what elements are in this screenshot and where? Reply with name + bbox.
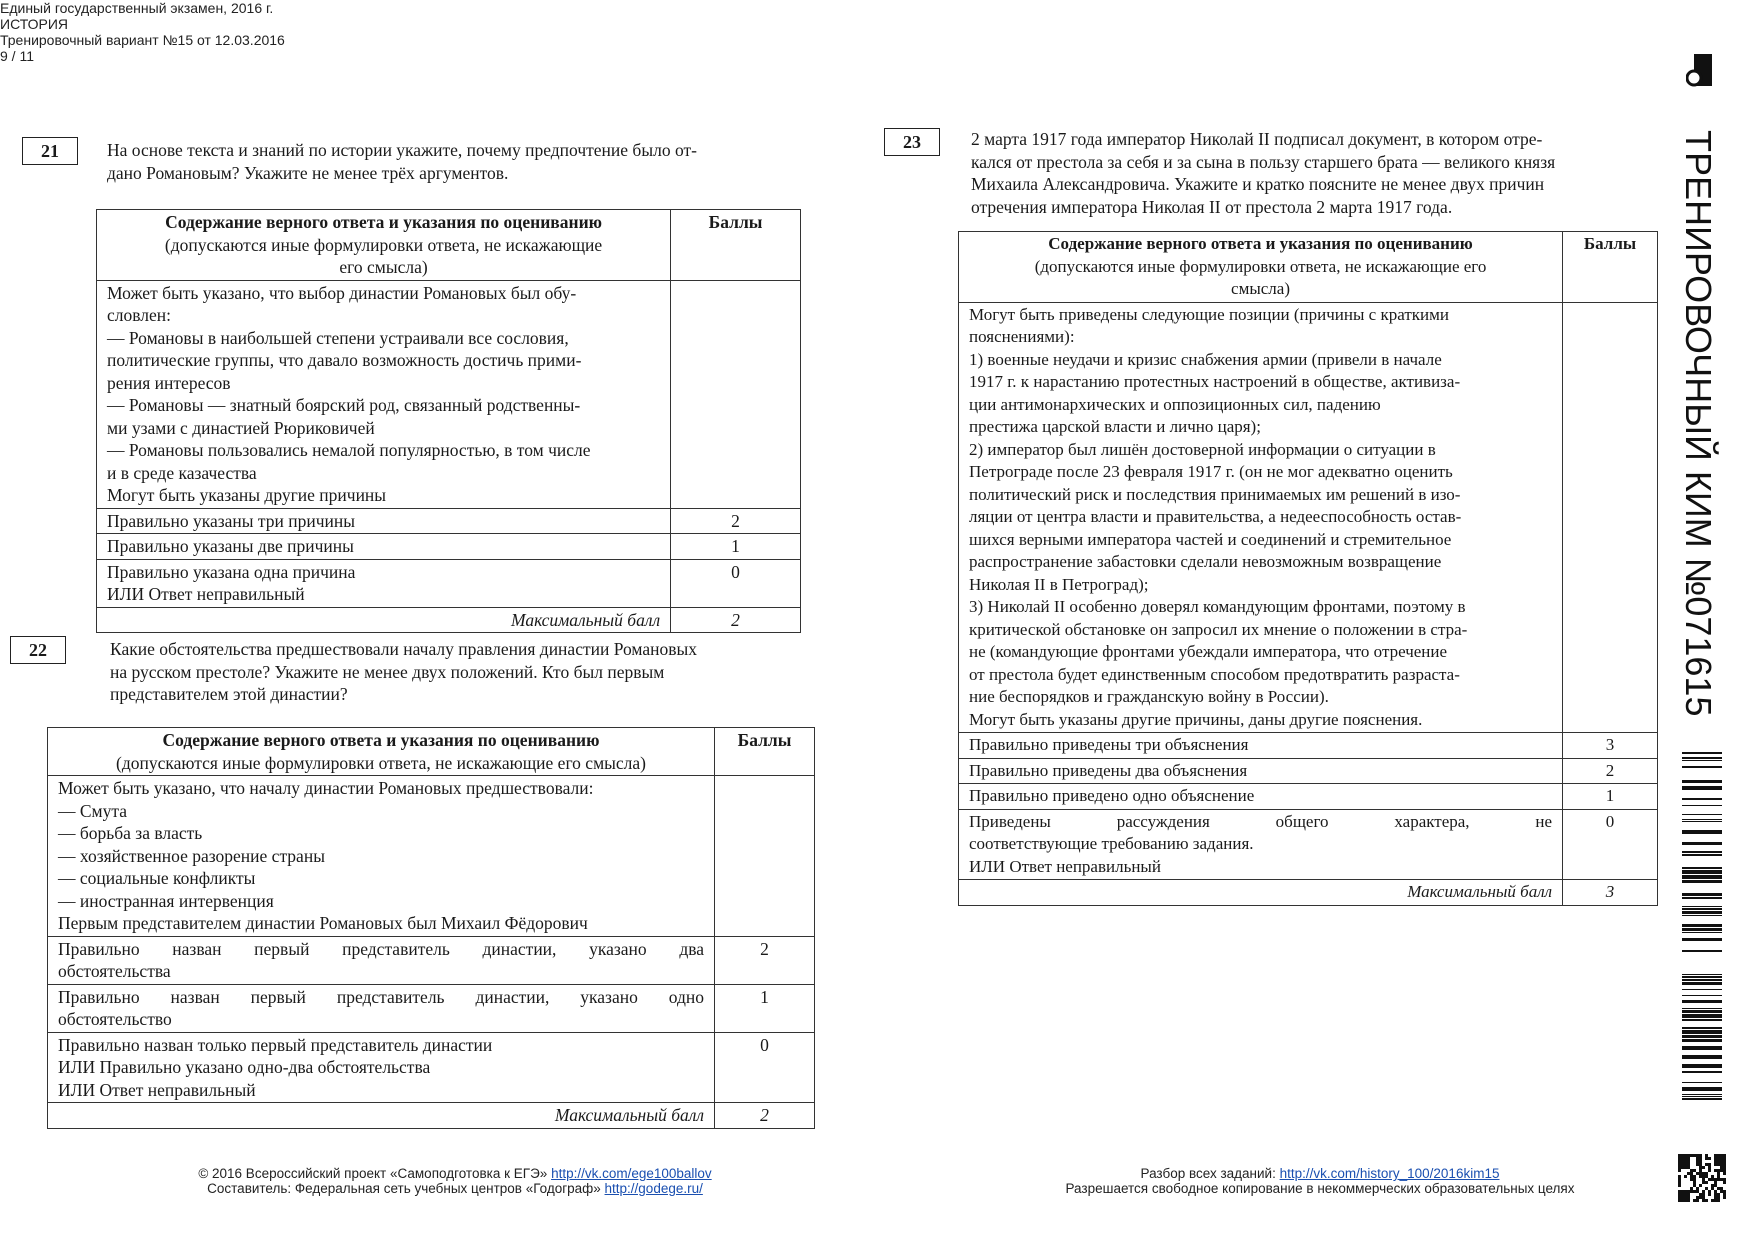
criterion-line: Правильно назван первый представитель династии, указано одно (58, 986, 705, 1007)
table-header-title: Содержание верного ответа и указания по оцениванию (1048, 234, 1473, 253)
points-header-cell (715, 728, 815, 776)
content-line: 3) Николай II особенно доверял командующим фронтами, поэтому в (969, 597, 1466, 616)
max-score-label: Максимальный балл (97, 607, 671, 633)
barcode-image (1682, 752, 1722, 1102)
points-header: Баллы (1583, 234, 1637, 253)
score-cell: 3 (1563, 733, 1658, 759)
content-line: — Романовы пользовались немалой популярностью, в том числе (107, 440, 591, 460)
criterion-cell: Правильно приведены три объяснения (959, 733, 1563, 759)
footer-analysis-text: Разбор всех заданий: (1140, 1166, 1276, 1181)
content-line: пояснениями): (969, 327, 1075, 346)
question-22-text (110, 638, 790, 706)
criterion-cell (97, 559, 671, 607)
header-page-number: 9 / 11 (0, 48, 34, 64)
footer-godege-link[interactable]: http://godege.ru/ (604, 1181, 703, 1196)
criterion-line: Правильно назван только первый представитель династии (58, 1034, 493, 1055)
question-21-text-line: дано Романовым? Укажите не менее трёх аргументов. (107, 162, 509, 183)
content-line: 2) император был лишён достоверной информации о ситуации в (969, 439, 1436, 459)
max-score-value: 3 (1563, 880, 1658, 906)
content-line: не (командующие фронтами убеждали императора, что отречение (969, 642, 1448, 661)
content-line: — Смута (58, 800, 128, 821)
criterion-line: ИЛИ Ответ неправильный (969, 856, 1161, 876)
table-header-note: (допускаются иные формулировки ответа, не искажающие его смысла) (116, 752, 647, 773)
question-21-table (96, 209, 801, 633)
criterion-line: соответствующие требованию задания. (969, 834, 1254, 853)
criterion-line: Правильно назван первый представитель династии, указано два (58, 938, 705, 959)
content-line: 1917 г. к нарастанию протестных настроений в обществе, активиза- (969, 372, 1461, 391)
question-22-text-line: Какие обстоятельства предшествовали началу правления династии Романовых (110, 639, 698, 659)
score-cell: 2 (671, 508, 801, 534)
points-header: Баллы (737, 730, 792, 750)
content-line: Могут быть указаны другие причины (107, 485, 387, 505)
content-line: ции антимонархических и оппозиционных сил, падению (969, 394, 1381, 414)
footer-project-text: © 2016 Всероссийский проект «Самоподготовка к ЕГЭ» (198, 1166, 548, 1181)
max-score-label: Максимальный балл (48, 1103, 715, 1129)
criterion-line: Приведены рассуждения общего характера, не (969, 811, 1553, 831)
content-line: Может быть указано, что выбор династии Романовых был обу- (107, 282, 577, 303)
header-variant: Тренировочный вариант №15 от 12.03.2016 (0, 32, 285, 48)
score-cell: 0 (671, 559, 801, 607)
table-header-cell (959, 232, 1563, 303)
header-exam-title: Единый государственный экзамен, 2016 г. (0, 0, 274, 16)
content-line: словлен: (107, 305, 172, 325)
content-line: — иностранная интервенция (58, 890, 274, 911)
content-line: — Романовы — знатный боярский род, связанный родственны- (107, 395, 581, 415)
content-line: и в среде казачества (107, 462, 257, 483)
content-line: критической обстановке он запросил их мнение о положении в стра- (969, 619, 1468, 639)
question-22-number: 22 (10, 636, 66, 664)
footer-vk-link[interactable]: http://vk.com/ege100ballov (551, 1166, 712, 1181)
content-line: Могут быть приведены следующие позиции (причины с краткими (969, 304, 1449, 324)
criterion-line: ИЛИ Правильно указано одно-два обстоятельства (58, 1057, 431, 1077)
content-line: престижа царской власти и лично царя); (969, 417, 1261, 436)
max-score-label: Максимальный балл (959, 880, 1563, 906)
empty-score-cell (671, 280, 801, 508)
content-line: — борьба за власть (58, 823, 203, 843)
question-22-table (47, 727, 815, 1129)
table-header-note: (допускаются иные формулировки ответа, не искажающие (164, 234, 603, 255)
criterion-cell (959, 809, 1563, 880)
question-21-number: 21 (22, 137, 78, 165)
content-line: рения интересов (107, 372, 231, 393)
table-header-title: Содержание верного ответа и указания по оцениванию (165, 212, 603, 232)
criterion-cell: Правильно приведено одно объяснение (959, 784, 1563, 810)
content-line: — социальные конфликты (58, 868, 256, 888)
max-score-value: 2 (671, 607, 801, 633)
answer-content-cell (97, 280, 671, 508)
question-23-text-line: отречения императора Николая II от престола 2 марта 1917 года. (971, 196, 1453, 217)
content-line: Могут быть указаны другие причины, даны другие пояснения. (969, 709, 1423, 729)
header-subject: ИСТОРИЯ (0, 16, 69, 32)
criterion-cell (48, 984, 715, 1032)
question-21-text-line: На основе текста и знаний по истории укажите, почему предпочтение было от- (107, 140, 697, 160)
content-line: шихся верными императора частей и соединений и стремительное (969, 529, 1452, 549)
content-line: Петрограде после 23 февраля 1917 г. (он не мог адекватно оценить (969, 462, 1453, 481)
score-cell: 2 (1563, 758, 1658, 784)
content-line: политические группы, что давало возможность достичь прими- (107, 350, 582, 370)
score-cell: 1 (671, 534, 801, 560)
question-23-number: 23 (884, 128, 940, 156)
question-23-table (958, 231, 1658, 906)
criterion-cell (48, 936, 715, 984)
criterion-line: обстоятельства (58, 961, 171, 981)
answer-content-cell (959, 302, 1563, 733)
question-22-text-line: представителем этой династии? (110, 684, 348, 704)
table-header-note: смысла) (1231, 279, 1290, 298)
content-line: Николая II в Петроград); (969, 574, 1149, 594)
side-title: ТРЕНИРОВОЧНЫЙ КИМ №071615 (1678, 130, 1719, 717)
table-header-note: его смысла) (339, 257, 428, 277)
points-header: Баллы (708, 212, 763, 232)
score-cell: 2 (715, 936, 815, 984)
criterion-cell: Правильно указаны три причины (97, 508, 671, 534)
empty-score-cell (1563, 302, 1658, 733)
empty-score-cell (715, 776, 815, 937)
content-line: Первым представителем династии Романовых был Михаил Фёдорович (58, 913, 588, 933)
criterion-cell: Правильно приведены два объяснения (959, 758, 1563, 784)
score-cell: 0 (715, 1032, 815, 1103)
content-line: от престола будет единственным способом предотвратить разраста- (969, 664, 1460, 684)
corner-mark-icon (1686, 54, 1716, 90)
question-23-text-line: кался от престола за себя и за сына в пользу старшего брата — великого князя (971, 151, 1556, 172)
footer-analysis-link[interactable]: http://vk.com/history_100/2016kim15 (1279, 1166, 1500, 1181)
footer-left (150, 1166, 760, 1196)
criterion-line: Правильно указана одна причина (107, 561, 356, 582)
question-23-text-line: 2 марта 1917 года император Николай II подписал документ, в котором отре- (971, 129, 1543, 149)
criterion-line: обстоятельство (58, 1009, 172, 1029)
score-cell: 1 (715, 984, 815, 1032)
footer-author-text: Составитель: Федеральная сеть учебных центров «Годограф» (207, 1181, 601, 1196)
content-line: ми узами с династией Рюриковичей (107, 417, 375, 438)
score-cell: 0 (1563, 809, 1658, 880)
table-header-note: (допускаются иные формулировки ответа, не искажающие его (1034, 256, 1487, 276)
criterion-cell (48, 1032, 715, 1103)
content-line: политический риск и последствия принимаемых им решений в изо- (969, 484, 1461, 504)
question-23-text-line: Михаила Александровича. Укажите и кратко поясните не менее двух причин (971, 174, 1545, 194)
answer-content-cell (48, 776, 715, 937)
criterion-line: ИЛИ Ответ неправильный (58, 1079, 256, 1100)
content-line: распространение забастовки сделали невозможным возвращение (969, 552, 1442, 571)
content-line: ляции от центра власти и правительства, а недееспособность остав- (969, 507, 1462, 526)
criterion-cell: Правильно указаны две причины (97, 534, 671, 560)
content-line: 1) военные неудачи и кризис снабжения армии (привели в начале (969, 349, 1442, 369)
footer-right (1020, 1166, 1620, 1196)
max-score-value: 2 (715, 1103, 815, 1129)
points-header-cell (1563, 232, 1658, 303)
question-21-text (107, 139, 775, 184)
qr-code-image (1678, 1154, 1726, 1202)
table-header-cell (48, 728, 715, 776)
content-line: ние беспорядков и гражданскую войну в России). (969, 687, 1329, 706)
points-header-cell (671, 210, 801, 281)
criterion-line: ИЛИ Ответ неправильный (107, 584, 305, 604)
question-23-text (971, 128, 1655, 218)
table-header-title: Содержание верного ответа и указания по оцениванию (162, 730, 600, 750)
score-cell: 1 (1563, 784, 1658, 810)
question-22-text-line: на русском престоле? Укажите не менее двух положений. Кто был первым (110, 661, 665, 682)
content-line: — Романовы в наибольшей степени устраивали все сословия, (107, 327, 569, 348)
footer-copy-permission: Разрешается свободное копирование в некоммерческих образовательных целях (1065, 1181, 1575, 1196)
content-line: — хозяйственное разорение страны (58, 845, 325, 866)
table-header-cell (97, 210, 671, 281)
content-line: Может быть указано, что началу династии Романовых предшествовали: (58, 778, 594, 798)
